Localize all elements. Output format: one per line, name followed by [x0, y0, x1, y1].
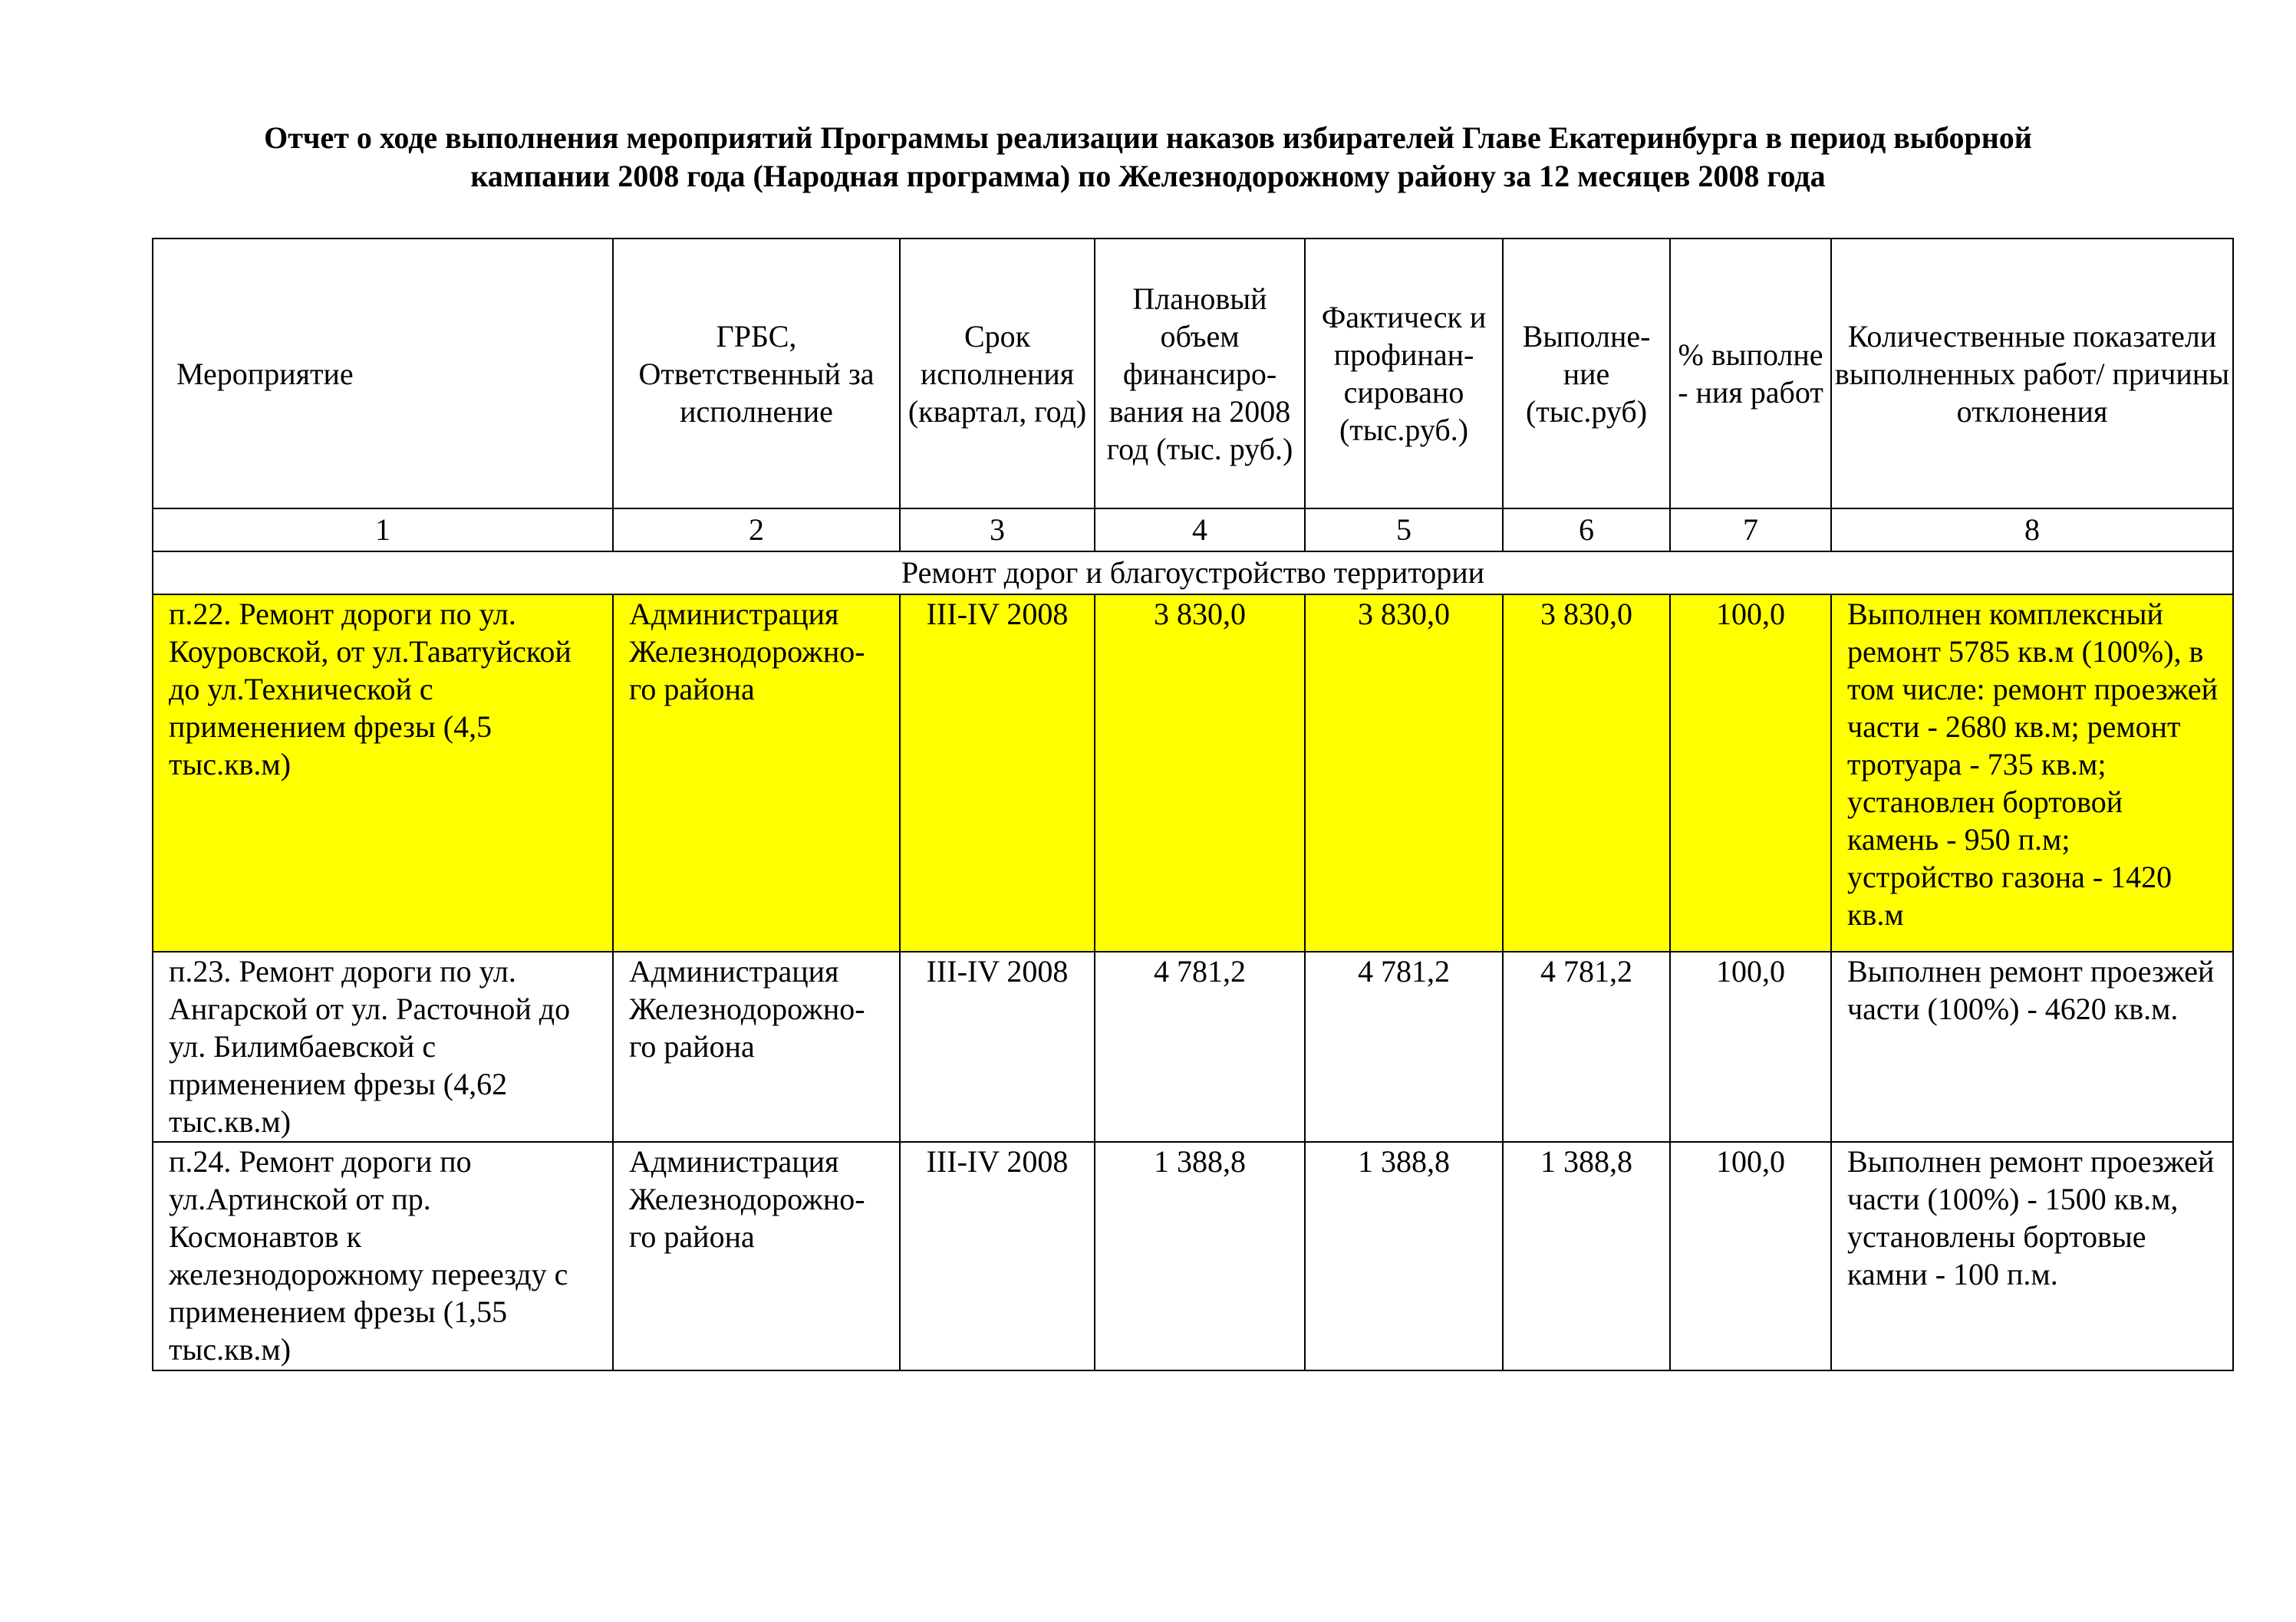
section-row: [153, 551, 2233, 594]
column-number: 4: [1095, 508, 1305, 551]
column-number: 8: [1831, 508, 2233, 551]
table-row: [153, 594, 2233, 952]
cell-activity: п.22. Ремонт дороги по ул. Коуровской, от ул.Таватуйской до ул.Технической с применением фрезы (4,5 тыс.кв.м): [153, 594, 613, 952]
column-number: 5: [1305, 508, 1503, 551]
header-row: [153, 239, 2233, 508]
cell-percent: 100,0: [1670, 594, 1831, 952]
title-line-1: Отчет о ходе выполнения мероприятий Программы реализации наказов избирателей Главе Екатеринбурга в период выборной: [264, 120, 2032, 155]
column-number: 1: [153, 508, 613, 551]
header-planned: Плановый объем финансиро-вания на 2008 год (тыс. руб.): [1095, 239, 1305, 508]
header-term: Срок исполнения (квартал, год): [900, 239, 1095, 508]
cell-percent: 100,0: [1670, 952, 1831, 1142]
column-number-row: [153, 508, 2233, 551]
cell-grbs: Администрация Железнодорожно-го района: [613, 952, 900, 1142]
cell-done: 4 781,2: [1503, 952, 1670, 1142]
header-actual: Фактическ и профинан-сировано (тыс.руб.): [1305, 239, 1503, 508]
cell-planned: 4 781,2: [1095, 952, 1305, 1142]
cell-done: 1 388,8: [1503, 1142, 1670, 1370]
cell-activity: п.24. Ремонт дороги по ул.Артинской от пр. Космонавтов к железнодорожному переезду с применением фрезы (1,55 тыс.кв.м): [153, 1142, 613, 1370]
section-title: Ремонт дорог и благоустройство территории: [153, 551, 2233, 594]
cell-grbs: Администрация Железнодорожно-го района: [613, 594, 900, 952]
header-activity: Мероприятие: [153, 239, 613, 508]
document-title: [153, 119, 2143, 196]
column-number: 6: [1503, 508, 1670, 551]
cell-result: Выполнен ремонт проезжей части (100%) - 1500 кв.м, установлены бортовые камни - 100 п.м.: [1831, 1142, 2233, 1370]
column-number: 3: [900, 508, 1095, 551]
cell-term: III-IV 2008: [900, 1142, 1095, 1370]
table-row: [153, 952, 2233, 1142]
cell-grbs: Администрация Железнодорожно-го района: [613, 1142, 900, 1370]
header-percent: % выполне - ния работ: [1670, 239, 1831, 508]
cell-done: 3 830,0: [1503, 594, 1670, 952]
column-number: 7: [1670, 508, 1831, 551]
cell-term: III-IV 2008: [900, 594, 1095, 952]
cell-activity: п.23. Ремонт дороги по ул. Ангарской от ул. Расточной до ул. Билимбаевской с применением фрезы (4,62 тыс.кв.м): [153, 952, 613, 1142]
header-indicators: Количественные показатели выполненных работ/ причины отклонения: [1831, 239, 2233, 508]
report-table: [152, 238, 2234, 1371]
cell-actual: 1 388,8: [1305, 1142, 1503, 1370]
cell-planned: 3 830,0: [1095, 594, 1305, 952]
cell-actual: 3 830,0: [1305, 594, 1503, 952]
title-line-2: кампании 2008 года (Народная программа) по Железнодорожному району за 12 месяцев 2008 года: [470, 159, 1826, 193]
header-grbs: ГРБС, Ответственный за исполнение: [613, 239, 900, 508]
cell-term: III-IV 2008: [900, 952, 1095, 1142]
cell-result: Выполнен ремонт проезжей части (100%) - 4620 кв.м.: [1831, 952, 2233, 1142]
table-row: [153, 1142, 2233, 1370]
header-done: Выполне-ние (тыс.руб): [1503, 239, 1670, 508]
cell-result: Выполнен комплексный ремонт 5785 кв.м (100%), в том числе: ремонт проезжей части - 2680 кв.м; ремонт тротуара - 735 кв.м; установлен бортовой камень - 950 п.м; устройство газона - 1420 кв.м: [1831, 594, 2233, 952]
cell-planned: 1 388,8: [1095, 1142, 1305, 1370]
cell-percent: 100,0: [1670, 1142, 1831, 1370]
column-number: 2: [613, 508, 900, 551]
cell-actual: 4 781,2: [1305, 952, 1503, 1142]
